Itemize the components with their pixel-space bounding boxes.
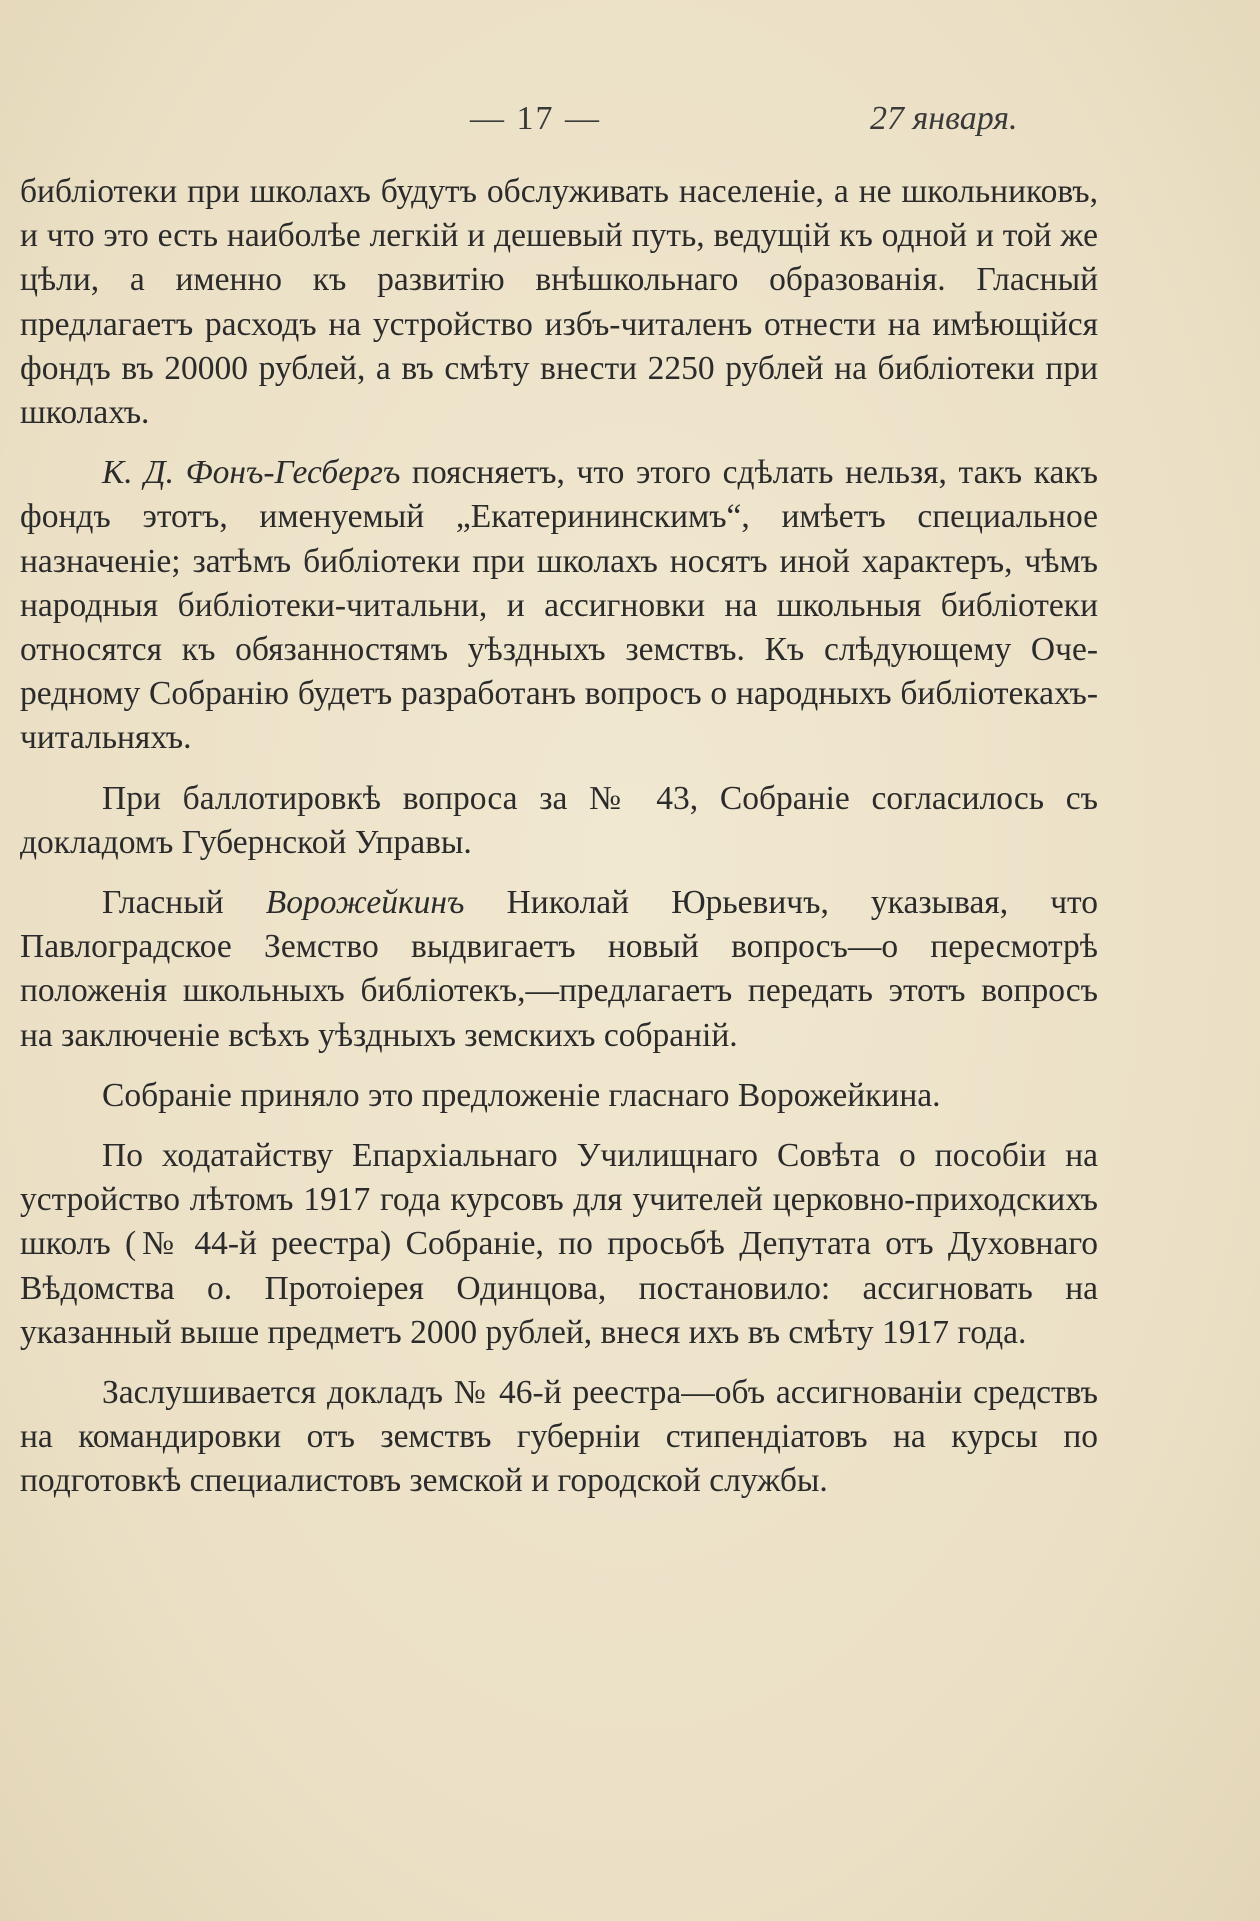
- speaker-name: К. Д. Фонъ-Гесбергъ: [102, 454, 401, 492]
- paragraph-4-prefix: Гласный: [102, 884, 266, 922]
- page-header: [0, 100, 1260, 144]
- speaker-name: Ворожейкинъ: [265, 884, 465, 922]
- page-date: 27 января.: [870, 100, 1018, 137]
- paragraph-1: библіотеки при школахъ будутъ обслуживать населеніе, а не школьниковъ, и что это есть наиболѣе легкій и дешевый путь, ведущій къ одной и той же цѣли, а именно къ развитію внѣшкольнаго образованія. Гласный предлагаетъ расходъ на устройство избъ-читаленъ отнести на имѣющійся фондъ въ 20000 рублей, а въ смѣту внести 2250 рублей на библіотеки при школахъ.: [20, 173, 1098, 432]
- paragraph-5: Собраніе приняло это предложеніе гласнаго Ворожейкина.: [102, 1076, 941, 1114]
- paragraph-2: [20, 451, 1098, 760]
- paragraph-4: [20, 881, 1098, 1058]
- paragraph-6: По ходатайству Епархіальнаго Училищнаго Совѣта о пособіи на устройство лѣтомъ 1917 года курсовъ для учителей церковно-приходскихъ школъ (№ 44-й реестра) Собраніе, по просьбѣ Депутата отъ Духовнаго Вѣдомства о. Протоіерея Одинцова, постановило: ассигновать на указанный выше предметъ 2000 рублей, внеся ихъ въ смѣту 1917 года.: [20, 1137, 1098, 1351]
- paragraph-3: При баллотировкѣ вопроса за № 43, Собраніе согласилось съ докладомъ Губернской Управы.: [20, 779, 1098, 861]
- body-text: [20, 170, 1098, 1520]
- paragraph-4-text: Николай Юрьевичъ, указывая, что Павлоградское Земство выдвигаетъ новый вопросъ—о пересмотрѣ положенія школьныхъ библіотекъ,—предлагаетъ передать этотъ вопросъ на заключеніе всѣхъ уѣздныхъ земскихъ собраній.: [20, 884, 1099, 1054]
- page-number: — 17 —: [470, 100, 601, 137]
- paragraph-7: Заслушивается докладъ № 46-й реестра—объ ассигнованіи средствъ на командировки отъ земствъ губерніи стипендіатовъ на курсы по подготовкѣ специалистовъ земской и городской службы.: [20, 1374, 1098, 1500]
- paragraph-2-text: поясняетъ, что этого сдѣлать нельзя, такъ какъ фондъ этотъ, именуемый „Екатерининскимъ“, имѣетъ специальное назначеніе; затѣмъ библіотеки при школахъ носятъ иной характеръ, чѣмъ народныя библіотеки-читальни, и ассигновки на школьныя библіотеки относятся къ обязанностямъ уѣздныхъ земствъ. Къ слѣдующему Очередному Собранію будетъ разработанъ вопросъ о народныхъ библіотекахъ-читальняхъ.: [20, 454, 1098, 757]
